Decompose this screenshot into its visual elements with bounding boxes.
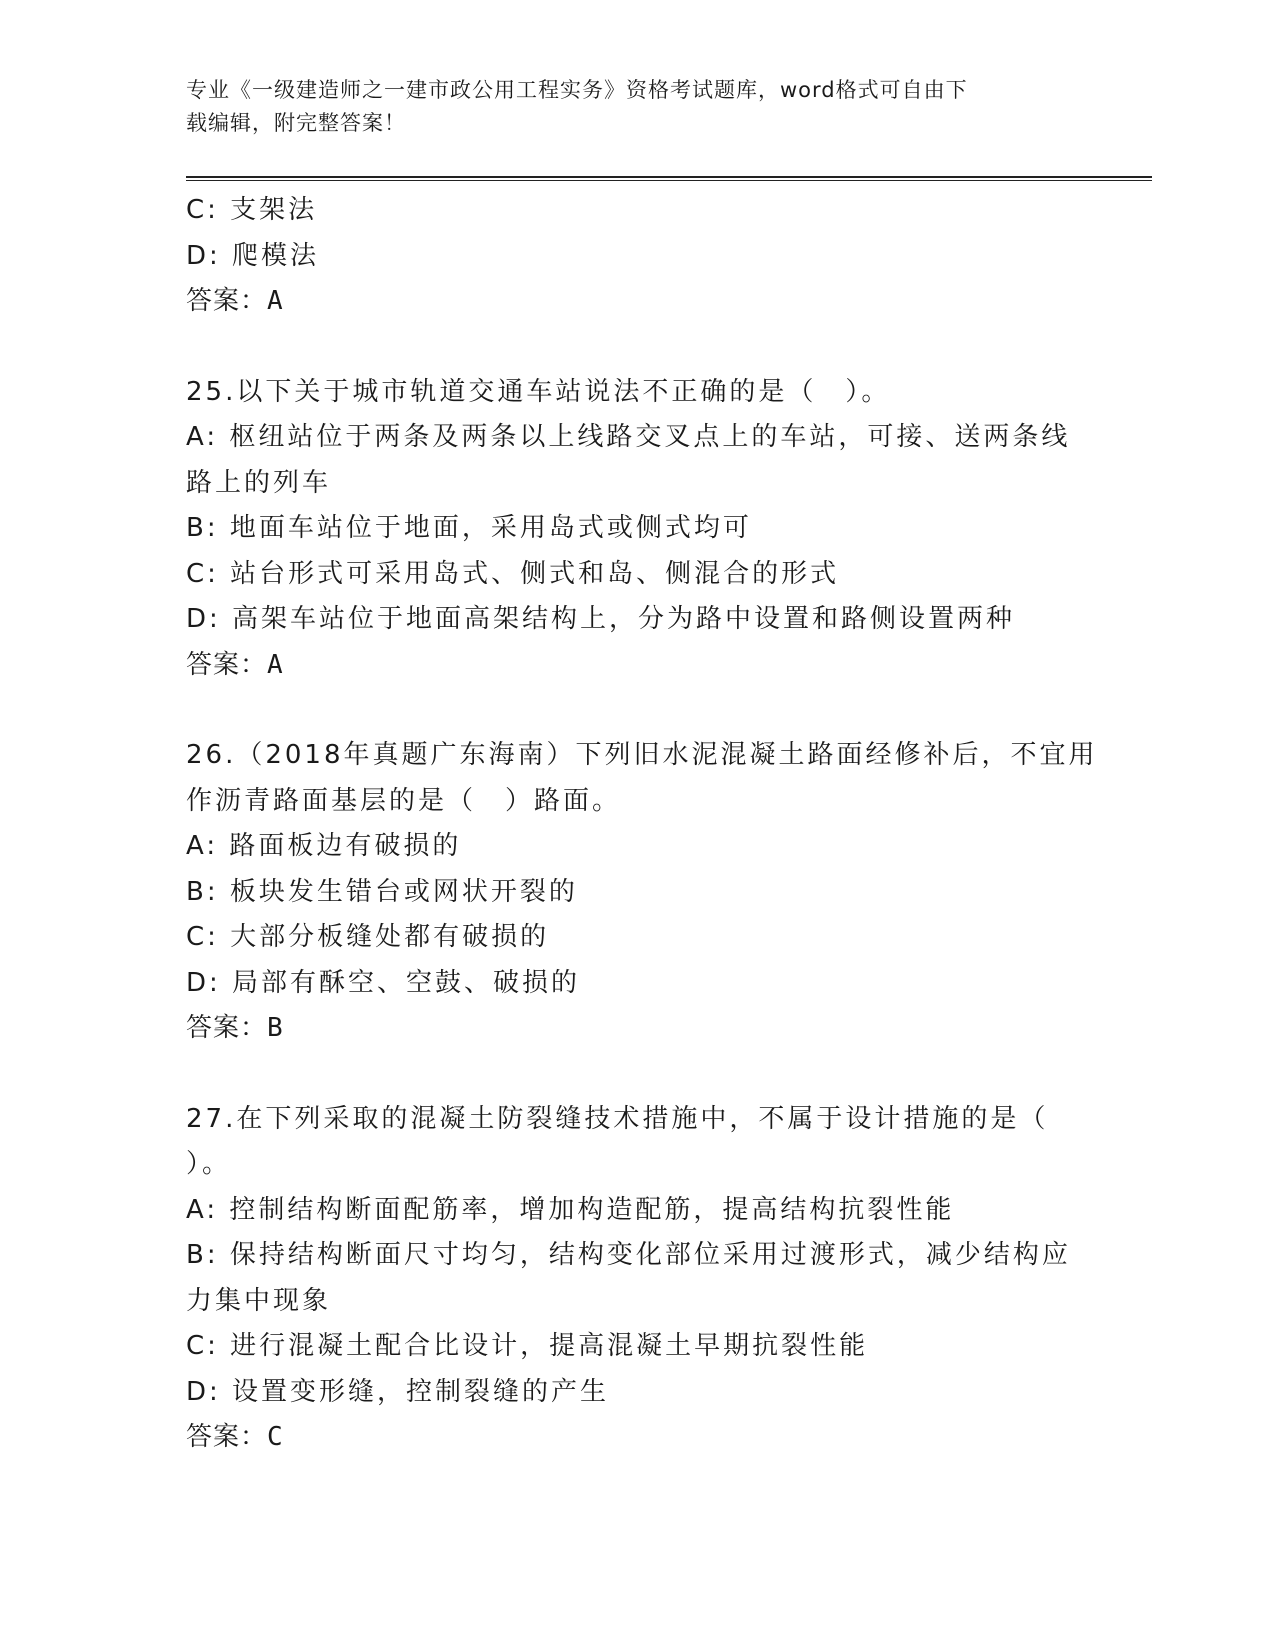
carryover-question (186, 188, 1086, 325)
answer-label: 答案： (186, 1422, 268, 1452)
question-body (186, 188, 1098, 1461)
question-26 (186, 733, 1098, 1052)
option-c: C: 大部分板缝处都有破损的 (186, 922, 550, 952)
question-stem: 25.以下关于城市轨道交通车站说法不正确的是（ ）。 (186, 376, 891, 407)
answer-value: C (267, 1422, 283, 1452)
spacer (186, 688, 1086, 733)
question-27 (186, 1097, 1086, 1461)
answer-line (186, 1415, 1086, 1461)
answer-value: A (267, 286, 283, 316)
answer-value: A (267, 649, 283, 680)
option-d: D: 高架车站位于地面高架结构上，分为路中设置和路侧设置两种 (186, 604, 1016, 634)
option-d: D: 爬模法 (186, 240, 320, 271)
answer-line (186, 279, 1086, 325)
option-d: D: 设置变形缝，控制裂缝的产生 (186, 1376, 610, 1407)
option-c: C: 支架法 (186, 195, 318, 225)
option-a: A: 枢纽站位于两条及两条以上线路交叉点上的车站，可接、送两条线 (186, 422, 1071, 452)
option-d: D: 局部有酥空、空鼓、破损的 (186, 967, 581, 998)
page-header (186, 74, 1066, 140)
question-stem: 26.（2018年真题广东海南）下列旧水泥混凝土路面经修补后，不宜用 (186, 740, 1098, 770)
answer-value: B (267, 1013, 283, 1043)
answer-label: 答案： (186, 1013, 268, 1043)
option-a: A: 路面板边有破损的 (186, 831, 462, 861)
option-b: B: 板块发生错台或网状开裂的 (186, 876, 578, 907)
header-line-2: 载编辑，附完整答案！ (186, 111, 406, 135)
option-b: B: 地面车站位于地面，采用岛式或侧式均可 (186, 513, 752, 543)
question-25 (186, 370, 1086, 689)
header-line-1: 专业《一级建造师之一建市政公用工程实务》资格考试题库，word格式可自由下 (186, 78, 968, 102)
answer-line (186, 1006, 1086, 1052)
header-divider (186, 176, 1152, 181)
spacer (186, 1052, 1086, 1097)
option-b: B: 保持结构断面尺寸均匀，结构变化部位采用过渡形式，减少结构应 (186, 1240, 1071, 1270)
option-c: C: 进行混凝土配合比设计，提高混凝土早期抗裂性能 (186, 1331, 869, 1361)
option-b-continued: 力集中现象 (186, 1285, 332, 1316)
option-c: C: 站台形式可采用岛式、侧式和岛、侧混合的形式 (186, 558, 840, 589)
answer-line (186, 643, 1086, 689)
answer-label: 答案： (186, 649, 268, 680)
question-stem-continued: ）。 (186, 1149, 232, 1179)
question-stem: 27.在下列采取的混凝土防裂缝技术措施中，不属于设计措施的是（ (186, 1103, 1049, 1134)
option-a-continued: 路上的列车 (186, 467, 332, 498)
spacer (186, 325, 1086, 370)
answer-label: 答案： (186, 286, 268, 316)
option-a: A: 控制结构断面配筋率，增加构造配筋，提高结构抗裂性能 (186, 1194, 955, 1225)
question-stem-continued: 作沥青路面基层的是（ ）路面。 (186, 785, 622, 816)
